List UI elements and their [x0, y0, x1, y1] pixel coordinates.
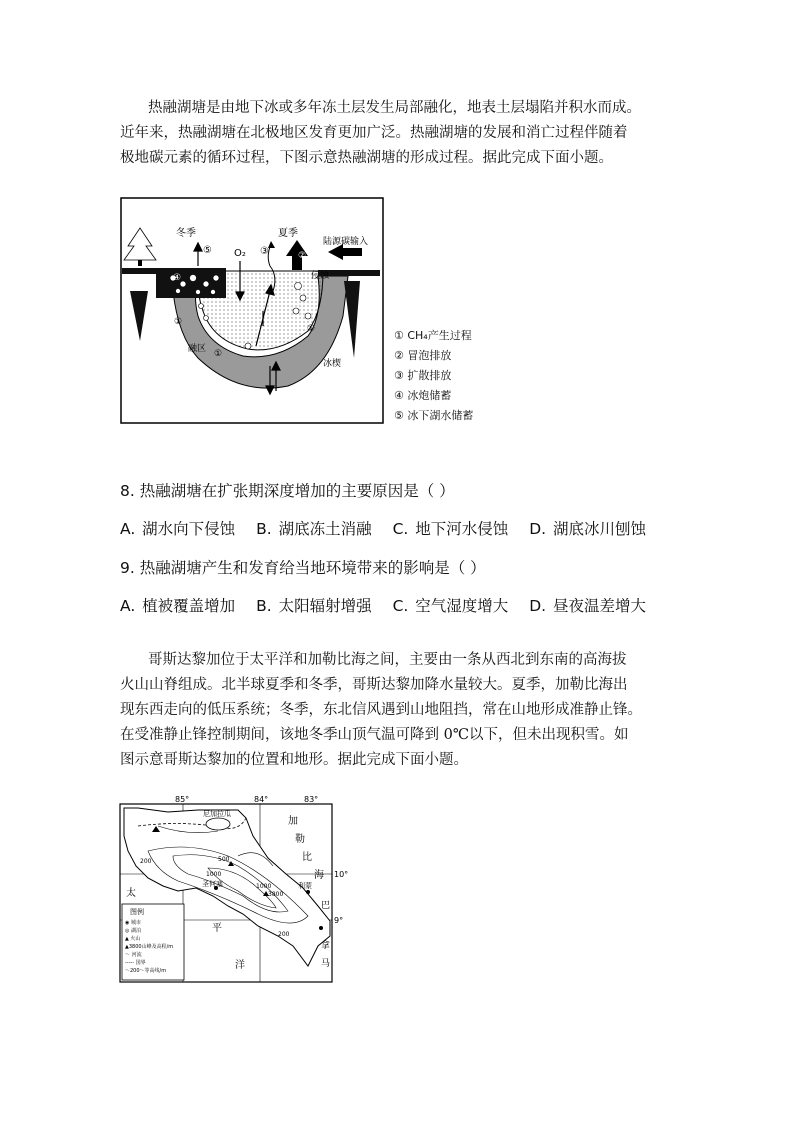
marker-3: ③: [260, 246, 269, 257]
map-legend-title: 图例: [130, 908, 144, 916]
question-9-stem: 9. 热融湖塘产生和发育给当地环境带来的影响是（ ）: [120, 559, 486, 577]
legend-item: ② 冒泡排放: [394, 349, 452, 362]
label-summer: 夏季: [278, 228, 298, 239]
figure-1-legend: [394, 326, 473, 426]
question-8-stem: 8. 热融湖塘在扩张期深度增加的主要原因是（ ）: [120, 482, 455, 500]
marker-2: ②: [298, 251, 307, 261]
marker-1a: ①: [174, 317, 183, 327]
map-legend-item: ～200～等高线/m: [125, 968, 167, 974]
label-panama-2: 拿: [321, 941, 331, 951]
passage-2-line: 图示意哥斯达黎加的位置和地形。据此完成下面小题。: [120, 752, 468, 768]
question-8-options: [120, 517, 660, 539]
label-land-carbon: 陆源碳输入: [323, 237, 369, 247]
label-caribbean-4: 海: [314, 870, 324, 881]
contour-label: 1000: [206, 871, 222, 878]
costa-rica-map: [118, 796, 348, 986]
legend-item: ⑤ 冰下湖水储蓄: [394, 409, 474, 422]
passage-1-line: 近年来，热融湖塘在北极地区发育更加广泛。热融湖塘的发展和消亡过程伴随着: [120, 125, 628, 141]
contour-label: 500: [218, 856, 230, 863]
q8-option-b[interactable]: B. 湖底冻土消融: [256, 520, 372, 538]
label-panama-3: 马: [321, 959, 331, 969]
legend-item: ③ 扩散排放: [394, 369, 452, 382]
marker-5: ⑤: [203, 245, 212, 256]
label-peak: 3800: [268, 891, 284, 898]
label-ice-wedge: 冰楔: [323, 359, 342, 369]
label-pacific-1: 太: [126, 888, 136, 899]
q9-option-c[interactable]: C. 空气湿度增大: [392, 597, 509, 615]
label-panama-1: 巴: [321, 901, 331, 911]
lat-9: 9°: [334, 916, 344, 925]
lon-84: 84°: [254, 796, 269, 804]
thermokarst-lake-diagram: [118, 196, 388, 428]
map-legend-item: ----- 国界: [125, 960, 146, 966]
map-legend-item: ◉ 城市: [125, 920, 141, 926]
q9-option-d[interactable]: D. 昼夜温差增大: [529, 597, 646, 615]
passage-2: [120, 648, 690, 773]
label-erosion: 侵蚀: [311, 271, 330, 281]
marker-1c: ①: [307, 324, 316, 334]
passage-1-line: 极地碳元素的循环过程，下图示意热融湖塘的形成过程。据此完成下面小题。: [120, 150, 613, 166]
q8-option-d[interactable]: D. 湖底冰川刨蚀: [529, 520, 646, 538]
lat-10: 10°: [334, 870, 348, 879]
marker-4: ④: [173, 273, 182, 283]
label-limon: 利蒙: [298, 882, 312, 890]
label-san-jose: 圣何塞: [202, 880, 223, 888]
label-pacific-2: 平: [212, 923, 222, 934]
q9-option-b[interactable]: B. 太阳辐射增强: [256, 597, 372, 615]
map-legend-item: ◎ 湖泊: [125, 928, 141, 934]
question-9-options: [120, 594, 660, 616]
lon-85: 85°: [175, 796, 190, 804]
label-o2: O₂: [234, 248, 246, 259]
passage-2-line: 哥斯达黎加位于太平洋和加勒比海之间，主要由一条从西北到东南的高海拔: [148, 652, 627, 668]
legend-item: ① CH₄产生过程: [394, 329, 472, 342]
label-nicaragua: 尼加拉瓜: [203, 810, 231, 818]
lon-83: 83°: [304, 796, 319, 804]
q9-option-a[interactable]: A. 植被覆盖增加: [120, 597, 236, 615]
label-caribbean-2: 勒: [295, 834, 305, 845]
q8-option-a[interactable]: A. 湖水向下侵蚀: [120, 520, 236, 538]
contour-label: 200: [278, 931, 290, 938]
passage-2-line: 在受准静止锋控制期间，该地冬季山顶气温可降到 0℃以下，但未出现积雪。如: [120, 727, 629, 743]
q8-option-c[interactable]: C. 地下河水侵蚀: [392, 520, 509, 538]
legend-item: ④ 冰炮储蓄: [394, 389, 452, 402]
label-melt-zone: 融区: [188, 344, 207, 354]
label-caribbean-3: 比: [302, 852, 312, 863]
contour-label: 1000: [256, 883, 272, 890]
passage-1-line: 热融湖塘是由地下冰或多年冻土层发生局部融化，地表土层塌陷并积水而成。: [148, 100, 641, 116]
label-winter: 冬季: [176, 228, 196, 239]
map-legend-item: ～ 河流: [125, 952, 142, 958]
marker-1b: ①: [214, 349, 223, 359]
map-legend-item: ▲ 火山: [125, 936, 141, 942]
contour-label: 200: [140, 858, 152, 865]
passage-2-line: 现东西走向的低压系统；冬季，东北信风遇到山地阻挡，常在山地形成准静止锋。: [120, 702, 642, 718]
map-legend-item: ▲3800山峰及高程/m: [125, 944, 174, 950]
passage-2-line: 火山山脊组成。北半球夏季和冬季，哥斯达黎加降水量较大。夏季，加勒比海出: [120, 677, 628, 693]
label-caribbean-1: 加: [288, 816, 298, 827]
passage-1: [120, 96, 690, 171]
label-pacific-3: 洋: [235, 960, 245, 971]
